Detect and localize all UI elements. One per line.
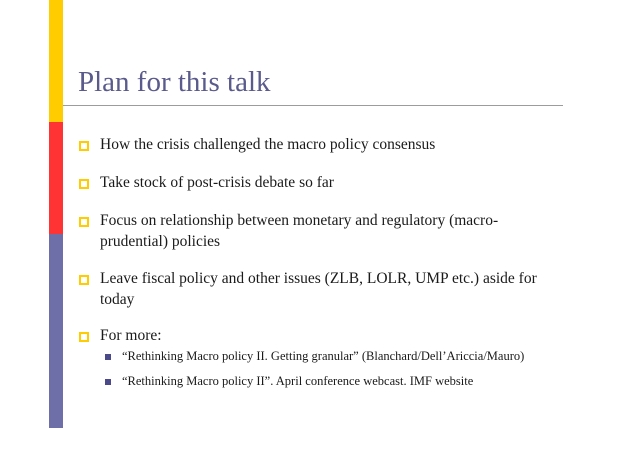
bullet-text: For more: xyxy=(100,327,162,344)
bullet-text: Focus on relationship between monetary and regulatory (macro-prudential) policies xyxy=(100,212,499,250)
bullet-text: How the crisis challenged the macro policy consensus xyxy=(100,136,436,153)
square-bullet-icon xyxy=(79,332,89,342)
accent-bar-blue xyxy=(49,234,63,428)
title-divider xyxy=(63,105,563,106)
square-bullet-icon xyxy=(79,141,89,151)
square-bullet-icon xyxy=(79,217,89,227)
square-bullet-icon xyxy=(79,275,89,285)
accent-bar-red xyxy=(49,122,63,234)
square-sub-bullet-icon xyxy=(105,379,111,385)
square-bullet-icon xyxy=(79,179,89,189)
slide-title: Plan for this talk xyxy=(78,66,271,98)
bullet-text: Take stock of post-crisis debate so far xyxy=(100,174,334,191)
accent-bar-yellow xyxy=(49,0,63,122)
sub-bullet-text: “Rethinking Macro policy II”. April conference webcast. IMF website xyxy=(122,374,474,388)
sub-bullet-text: “Rethinking Macro policy II. Getting granular” (Blanchard/Dell’Ariccia/Mauro) xyxy=(122,349,525,363)
bullet-text: Leave fiscal policy and other issues (ZLB, LOLR, UMP etc.) aside for today xyxy=(100,270,537,308)
square-sub-bullet-icon xyxy=(105,354,111,360)
